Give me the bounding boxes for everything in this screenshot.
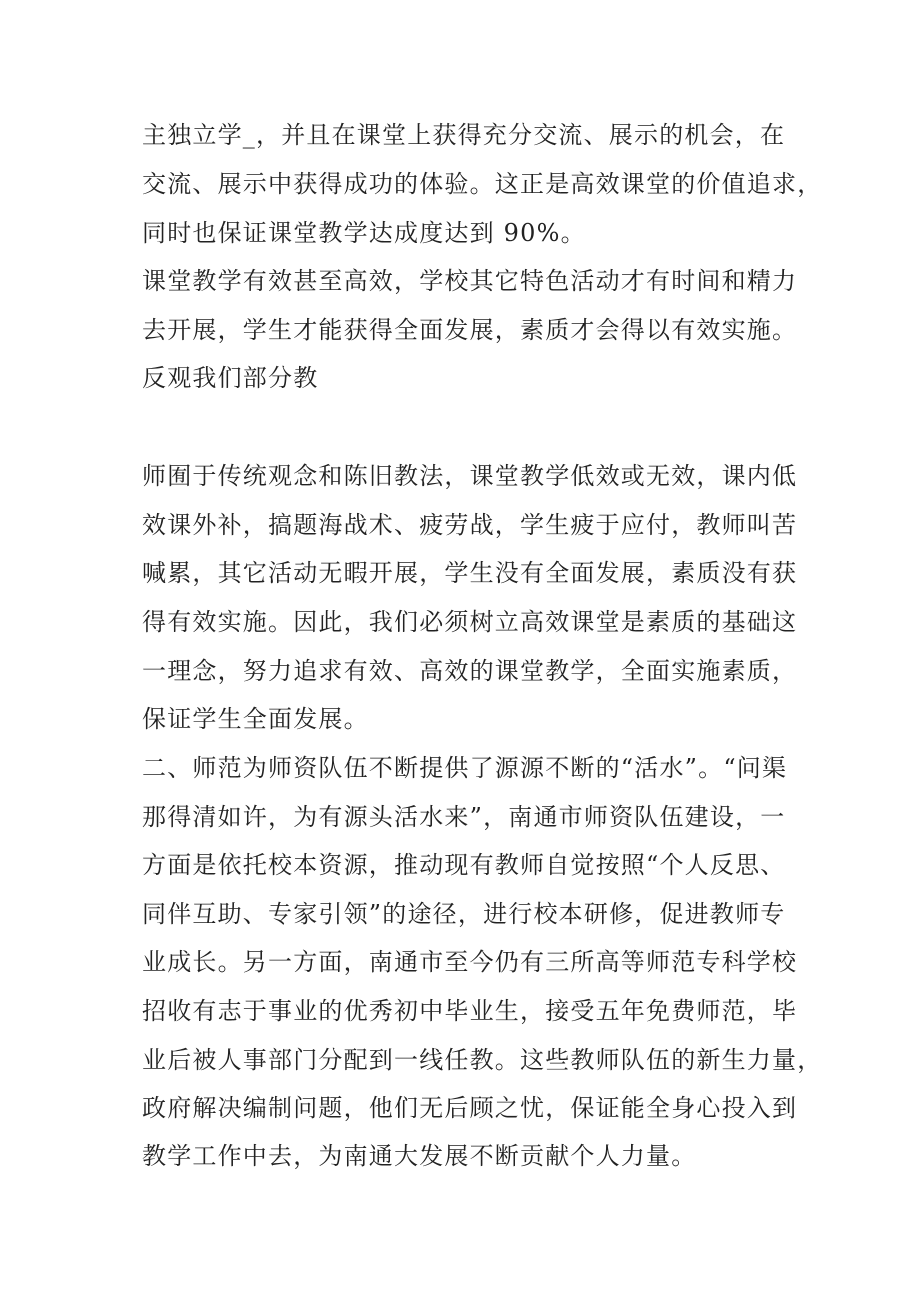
text-line: 课堂教学有效甚至高效，学校其它特色活动才有时间和精力 [142,267,798,295]
text-line: 交流、展示中获得成功的体验。这正是高效课堂的价值追求， [142,170,823,198]
text-line: 教学工作中去，为南通大发展不断贡献个人力量。 [142,1142,697,1170]
text-line: 保证学生全面发展。 [142,705,369,733]
text-line: 同伴互助、专家引领”的途径，进行校本研修，促进教师专 [142,900,786,928]
text-line: 那得清如许，为有源头活水来”，南通市师资队伍建设，一 [142,803,786,831]
text-line: 主独立学_，并且在课堂上获得充分交流、展示的机会，在 [142,121,786,149]
text-line: 喊累，其它活动无暇开展，学生没有全面发展，素质没有获 [142,559,798,587]
text-line: 二、师范为师资队伍不断提供了源源不断的“活水”。“问渠 [142,754,788,782]
text-line: 得有效实施。因此，我们必须树立高效课堂是素质的基础这 [142,608,798,636]
text-line: 效课外补，搞题海战术、疲劳战，学生疲于应付，教师叫苦 [142,511,798,539]
text-line: 业成长。另一方面，南通市至今仍有三所高等师范专科学校 [142,948,798,976]
text-line: 师囿于传统观念和陈旧教法，课堂教学低效或无效，课内低 [142,462,798,490]
text-line: 业后被人事部门分配到一线任教。这些教师队伍的新生力量， [142,1046,823,1074]
text-line: 方面是依托校本资源，推动现有教师自觉按照“个人反思、 [142,851,786,879]
text-line: 政府解决编制问题，他们无后顾之忧，保证能全身心投入到 [142,1094,798,1122]
text-line: 一理念，努力追求有效、高效的课堂教学，全面实施素质， [142,657,798,685]
text-line: 同时也保证课堂教学达成度达到 90%。 [142,219,586,247]
text-line: 反观我们部分教 [142,364,319,392]
text-line: 招收有志于事业的优秀初中毕业生，接受五年免费师范，毕 [142,997,798,1025]
text-line: 去开展，学生才能获得全面发展，素质才会得以有效实施。 [142,316,798,344]
